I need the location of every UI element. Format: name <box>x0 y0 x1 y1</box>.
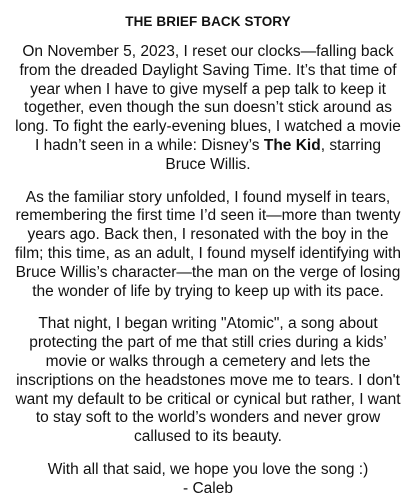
paragraph-1 <box>14 43 402 175</box>
paragraph-2: As the familiar story unfolded, I found myself in tears, remembering the first time I’d seen it—more than twenty years ago. Back then, I resonated with the boy in the film; this time, as an adult, I found myself identifying with Bruce Willis’s character—the man on the verge of losing the wonder of life by trying to keep up with its pace. <box>15 188 401 300</box>
paragraph-1-text-after: , starring Bruce Willis. <box>165 136 382 173</box>
paragraph-3: That night, I began writing "Atomic", a song about protecting the part of me that still cries during a kids’ movie or walks through a cemetery and lets the inscriptions on the headstones move me to tears. I don't want my default to be critical or cynical but rather, I want to stay soft to the world’s wonders and never grow callused to its beauty. <box>15 315 401 446</box>
movie-title: The Kid <box>263 136 321 154</box>
paragraph-1-text-before: On November 5, 2023, I reset our clocks—falling back from the dreaded Daylight Saving Time. It’s that time of year when I have to give myself a pep talk to keep it together, even though the sun doesn’t stick around as long. To fight the early-evening blues, I watched a movie I hadn’t seen in a while: Disney’s <box>15 43 401 154</box>
closing-line: With all that said, we hope you love the song :) <box>47 460 369 478</box>
signature: - Caleb <box>183 479 233 497</box>
closing <box>14 461 402 499</box>
document-title: THE BRIEF BACK STORY <box>125 14 291 29</box>
